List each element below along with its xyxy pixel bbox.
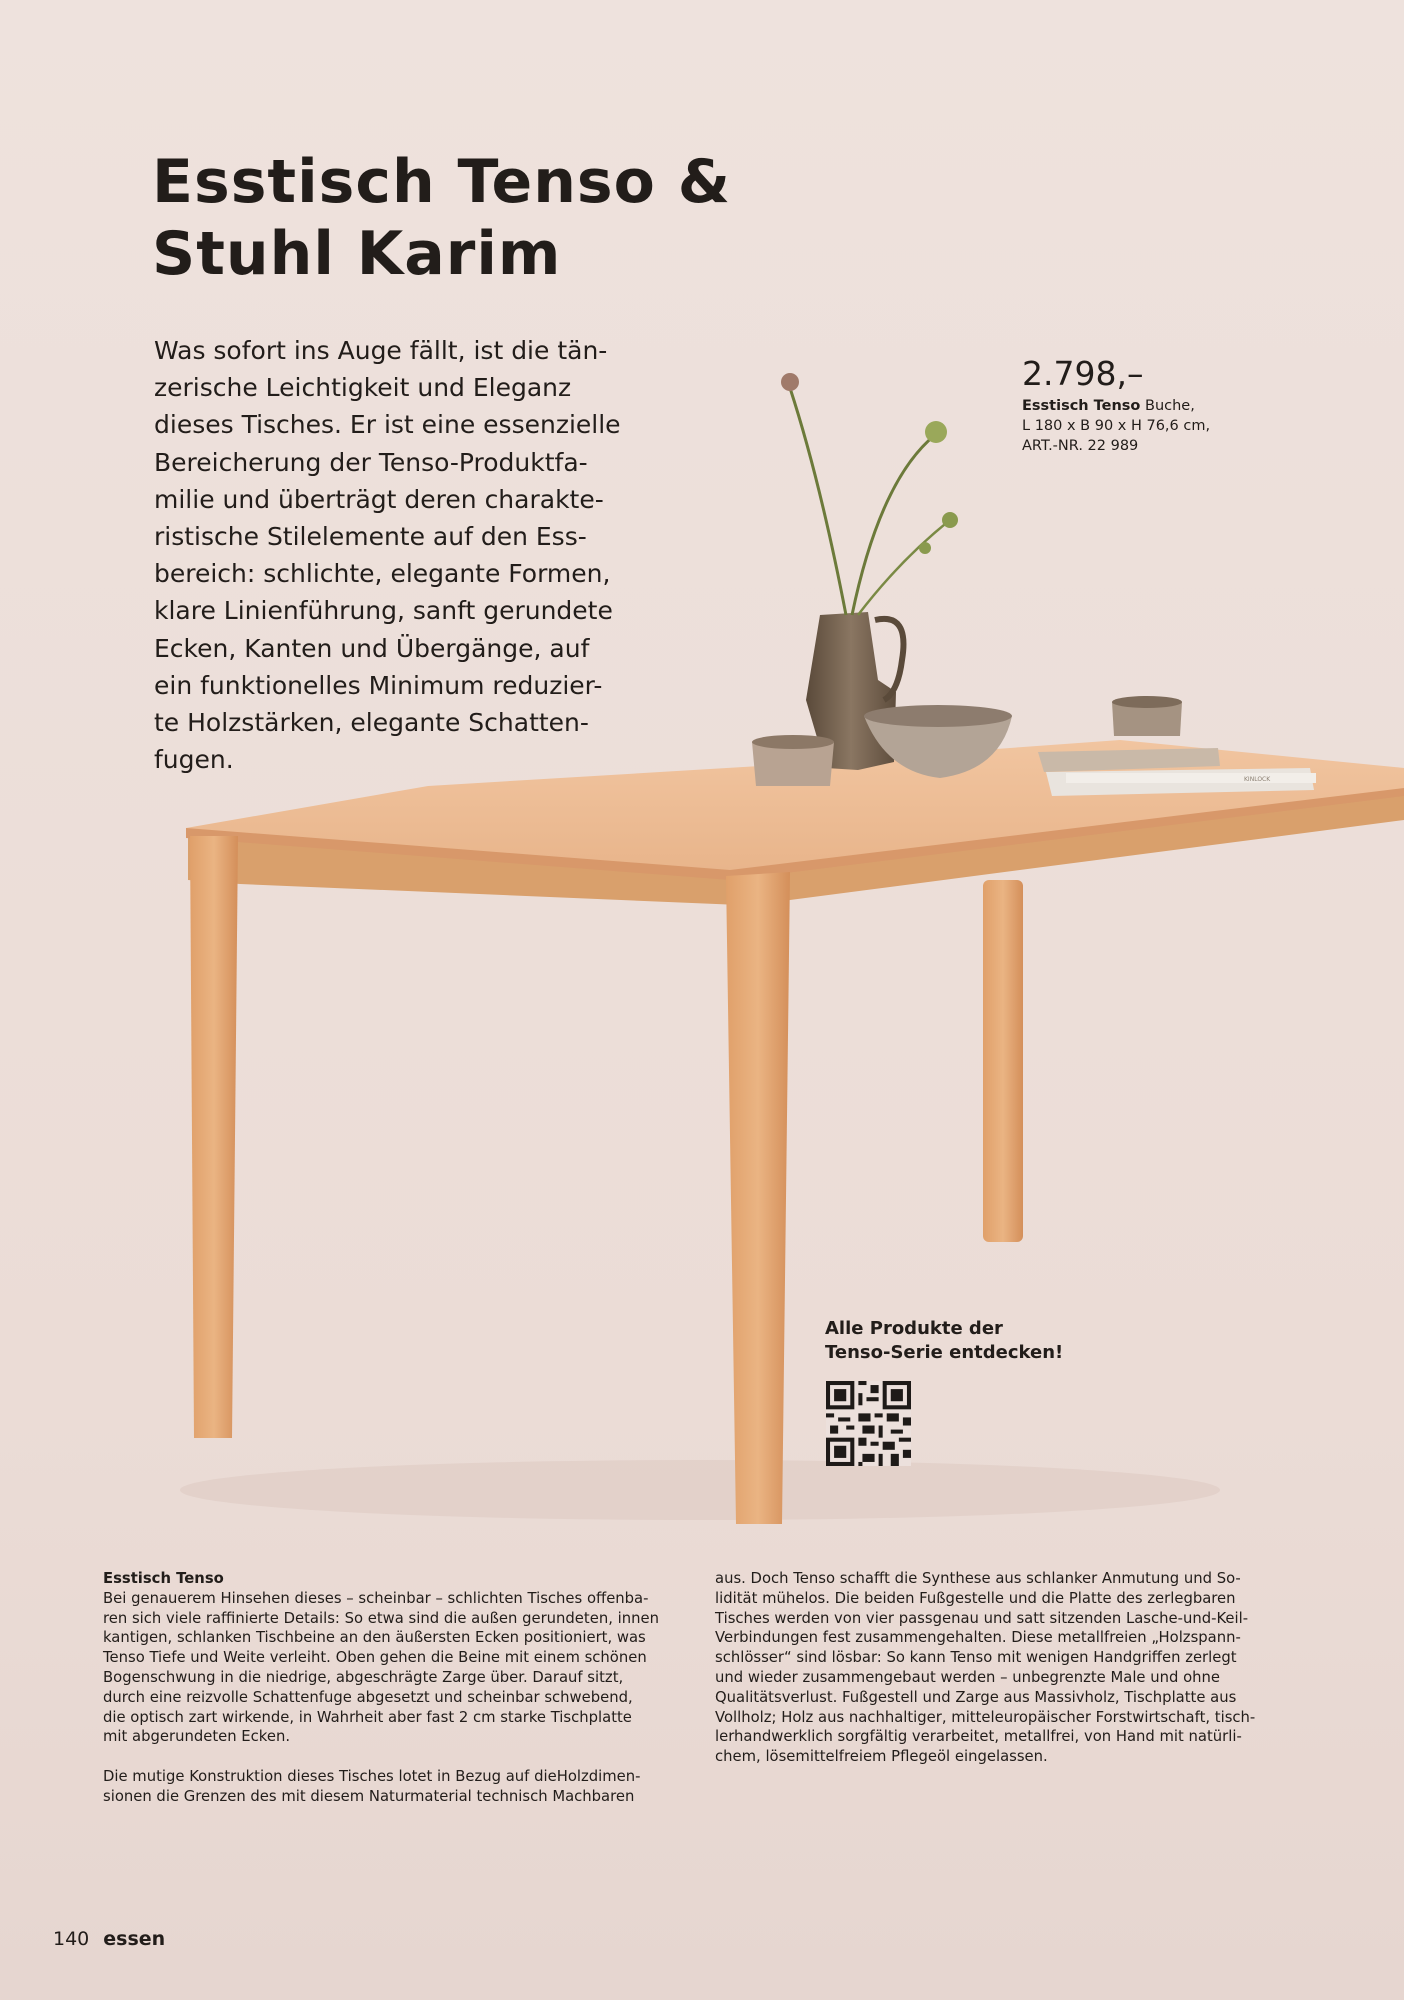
table-leg-back xyxy=(983,880,1023,1242)
intro-paragraph xyxy=(154,332,674,778)
body-line: Qualitätsverlust. Fußgestell und Zarge aus Massivholz, Tischplatte aus xyxy=(715,1688,1237,1706)
body-line: chem, lösemittelfreiem Pflegeöl eingelassen. xyxy=(715,1748,1048,1766)
paragraph-gap xyxy=(103,1747,688,1767)
body-line: Bogenschwung in die niedrige, abgeschrägte Zarge über. Darauf sitzt, xyxy=(103,1668,624,1686)
intro-line: fugen. xyxy=(154,745,234,775)
intro-line: bereich: schlichte, elegante Formen, xyxy=(154,559,611,589)
body-line: Vollholz; Holz aus nachhaltiger, mitteleuropäischer Forstwirtschaft, tisch- xyxy=(715,1708,1256,1726)
intro-line: klare Linienführung, sanft gerundete xyxy=(154,596,613,626)
floor-shadow xyxy=(180,1460,1220,1520)
body-line: und wieder zusammengebaut werden – unbegrenzte Male und ohne xyxy=(715,1668,1221,1686)
body-text-left xyxy=(103,1569,688,1807)
product-dimensions: L 180 x B 90 x H 76,6 cm, xyxy=(1022,418,1211,434)
page-number: 140 xyxy=(53,1928,90,1950)
cta-line-2: Tenso-Serie entdecken! xyxy=(825,1342,1064,1363)
body-text-right xyxy=(715,1569,1300,1767)
body-line: Bei genauerem Hinsehen dieses – scheinbar – schlichten Tisches offenba- xyxy=(103,1589,649,1607)
cta-line-1: Alle Produkte der xyxy=(825,1318,1003,1339)
body-line: ren sich viele raffinierte Details: So etwa sind die außen gerundeten, innen xyxy=(103,1609,659,1627)
table-leg-front xyxy=(726,872,790,1524)
body-line: die optisch zart wirkende, in Wahrheit aber fast 2 cm starke Tischplatte xyxy=(103,1708,632,1726)
price-box xyxy=(1022,352,1322,456)
section-name: essen xyxy=(103,1928,166,1950)
title-line-1: Esstisch Tenso & xyxy=(152,147,732,217)
product-spec xyxy=(1022,396,1322,456)
book-spine-text: KINLOCK xyxy=(1244,776,1271,783)
intro-line: Bereicherung der Tenso-Produktfa- xyxy=(154,447,588,477)
body-line: Die mutige Konstruktion dieses Tisches lotet in Bezug auf dieHolzdimen- xyxy=(103,1767,641,1785)
body-line: aus. Doch Tenso schafft die Synthese aus schlanker Anmutung und So- xyxy=(715,1570,1241,1587)
series-cta xyxy=(825,1317,1063,1365)
qr-code-icon[interactable] xyxy=(826,1381,911,1466)
title-line-2: Stuhl Karim xyxy=(152,219,562,289)
body-line: kantigen, schlanken Tischbeine an den äußersten Ecken positioniert, was xyxy=(103,1629,646,1647)
body-line: schlösser“ sind lösbar: So kann Tenso mit wenigen Handgriffen zerlegt xyxy=(715,1649,1237,1667)
table-leg-left xyxy=(190,836,238,1438)
intro-line: ristische Stilelemente auf den Ess- xyxy=(154,522,587,552)
body-line: Tenso Tiefe und Weite verleiht. Oben gehen die Beine mit einem schönen xyxy=(103,1649,647,1667)
intro-line: te Holzstärken, elegante Schatten- xyxy=(154,708,589,738)
intro-line: dieses Tisches. Er ist eine essenzielle xyxy=(154,410,621,440)
intro-line: Ecken, Kanten und Übergänge, auf xyxy=(154,633,590,663)
body-line: durch eine reizvolle Schattenfuge abgesetzt und scheinbar schwebend, xyxy=(103,1688,633,1706)
product-material: Buche, xyxy=(1140,398,1195,414)
intro-line: zerische Leichtigkeit und Eleganz xyxy=(154,373,572,403)
product-name: Esstisch Tenso xyxy=(1022,398,1141,414)
product-article-number: ART.-NR. 22 989 xyxy=(1022,438,1139,454)
body-line: mit abgerundeten Ecken. xyxy=(103,1728,291,1746)
body-heading: Esstisch Tenso xyxy=(103,1570,224,1587)
body-line: Verbindungen fest zusammengehalten. Diese metallfreien „Holzspann- xyxy=(715,1629,1241,1647)
body-line: lerhandwerklich sorgfältig verarbeitet, metallfrei, von Hand mit natürli- xyxy=(715,1728,1242,1746)
intro-line: ein funktionelles Minimum reduzier- xyxy=(154,670,603,700)
intro-line: milie und überträgt deren charakte- xyxy=(154,484,604,514)
body-line: Tisches werden von vier passgenau und satt sitzenden Lasche-und-Keil- xyxy=(715,1609,1249,1627)
body-line: sionen die Grenzen des mit diesem Naturmaterial technisch Machbaren xyxy=(103,1787,635,1805)
page-title xyxy=(152,146,731,290)
body-line: lidität mühelos. Die beiden Fußgestelle und die Platte des zerlegbaren xyxy=(715,1589,1236,1607)
intro-line: Was sofort ins Auge fällt, ist die tän- xyxy=(154,336,608,365)
page-footer xyxy=(53,1928,165,1950)
product-price: 2.798,– xyxy=(1022,354,1144,393)
